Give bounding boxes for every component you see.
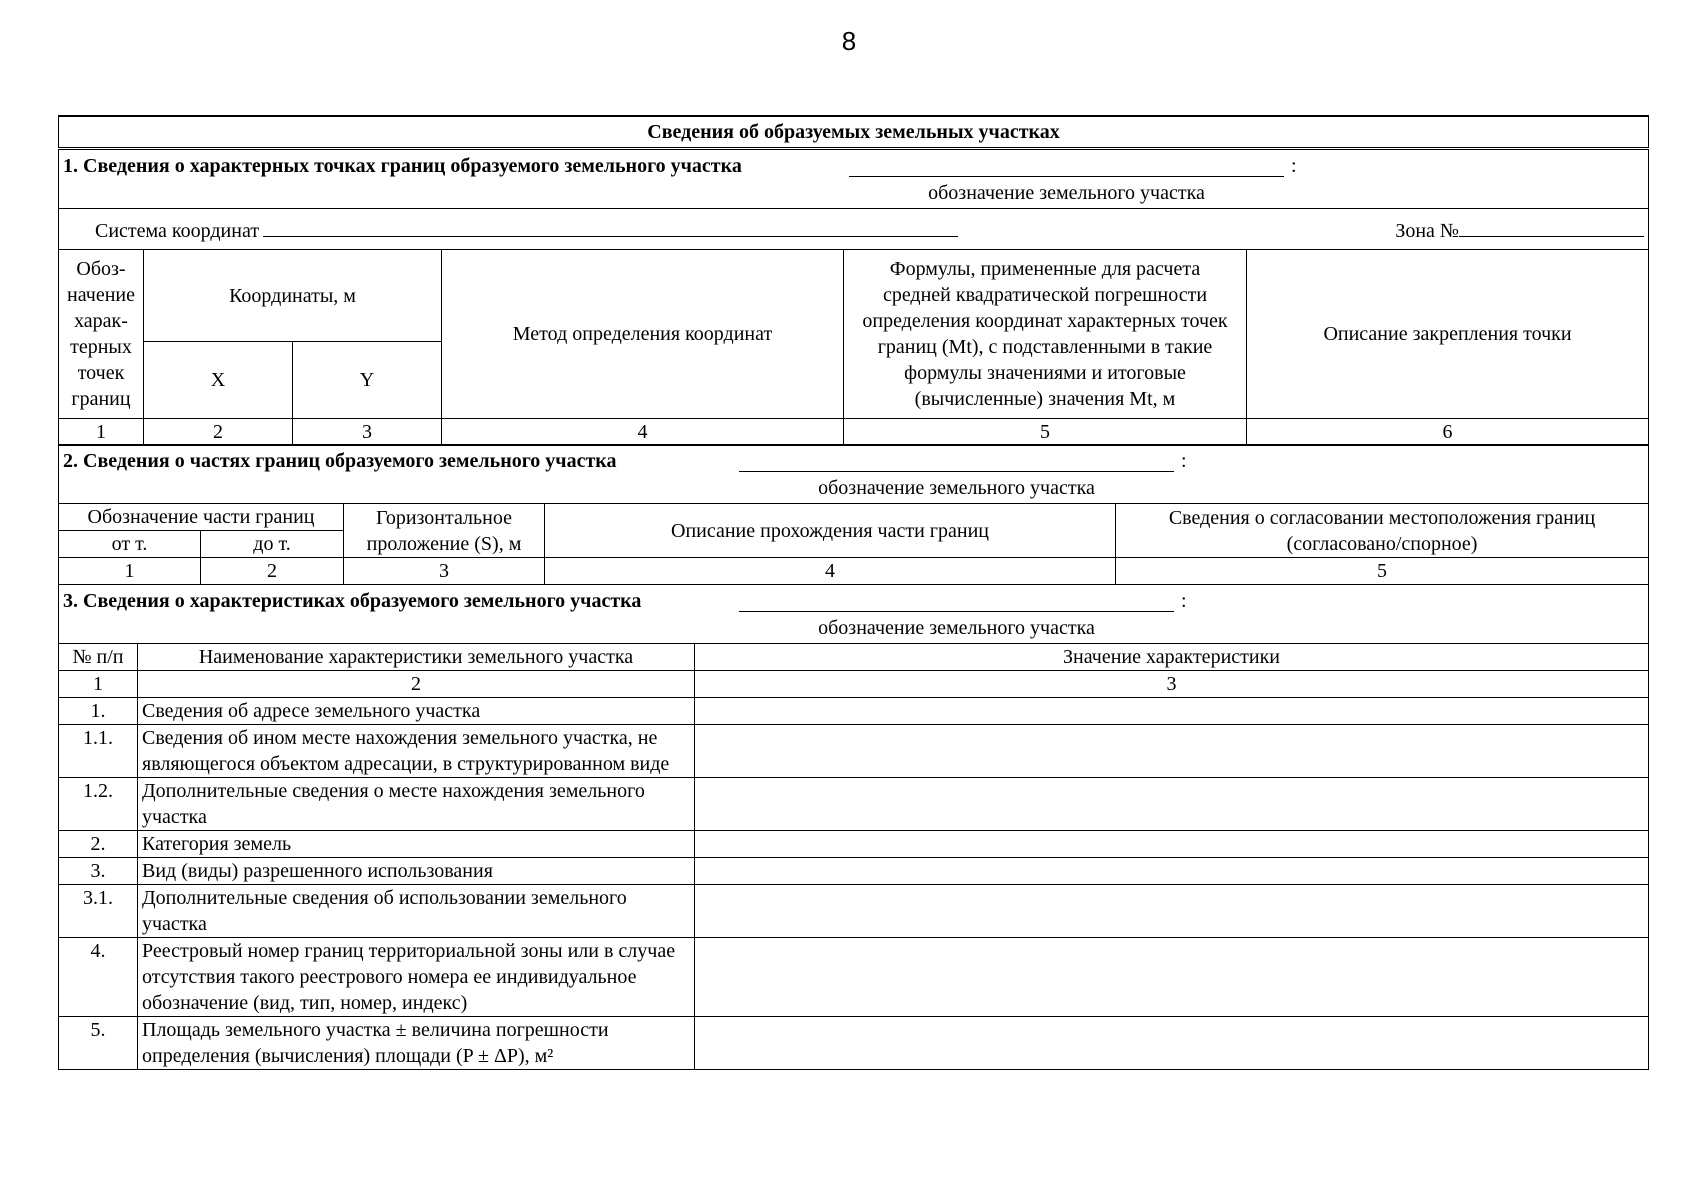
row-name: Вид (виды) разрешенного использования	[138, 857, 695, 884]
header-passage: Описание прохождения части границ	[545, 504, 1116, 558]
s1-col-num-3: 3	[293, 419, 442, 446]
section2-colon: :	[1181, 450, 1187, 473]
header-name: Наименование характеристики земельного участка	[138, 643, 695, 670]
header-agreement: Сведения о согласовании местоположения границ (согласовано/спорное)	[1116, 504, 1649, 558]
row-num: 1.2.	[59, 777, 138, 830]
header-method: Метод определения координат	[442, 250, 844, 419]
section3-heading: 3. Сведения о характеристиках образуемого земельного участка	[63, 589, 642, 612]
zone-field[interactable]	[1459, 214, 1644, 237]
page-number: 8	[841, 26, 857, 56]
coord-system-label: Система координат	[95, 220, 260, 242]
row-num: 5.	[59, 1016, 138, 1069]
section1-heading: 1. Сведения о характерных точках границ образуемого земельного участка	[63, 155, 742, 177]
s1-col-num-2: 2	[144, 419, 293, 446]
section1-plot-designation-field[interactable]	[849, 154, 1284, 177]
row-name: Дополнительные сведения об использовании земельного участка	[138, 884, 695, 937]
section1-caption: обозначение земельного участка	[928, 182, 1205, 204]
row-name: Дополнительные сведения о месте нахождения земельного участка	[138, 777, 695, 830]
s1-col-num-4: 4	[442, 419, 844, 446]
row-value[interactable]	[695, 830, 1649, 857]
row-name: Сведения об адресе земельного участка	[138, 697, 695, 724]
row-num: 3.	[59, 857, 138, 884]
header-num: № п/п	[59, 643, 138, 670]
header-description: Описание закрепления точки	[1247, 250, 1649, 419]
row-name: Реестровый номер границ территориальной зоны или в случае отсутствия такого реестрового номера ее индивидуальное обозначение (вид, тип, номер, индекс)	[138, 937, 695, 1016]
coord-system-row	[59, 209, 1649, 250]
row-value[interactable]	[695, 777, 1649, 830]
section2-caption: обозначение земельного участка	[818, 477, 1095, 500]
row-num: 1.1.	[59, 724, 138, 777]
s1-col-num-1: 1	[59, 419, 144, 446]
section3-caption: обозначение земельного участка	[818, 616, 1095, 639]
row-value[interactable]	[695, 1016, 1649, 1069]
table-row	[59, 830, 1649, 857]
section2-header	[59, 445, 1649, 504]
row-value[interactable]	[695, 857, 1649, 884]
header-horizontal: Горизонтальное проложение (S), м	[344, 504, 545, 558]
header-coordinates: Координаты, м	[144, 250, 442, 342]
row-num: 2.	[59, 830, 138, 857]
s3-col-num-3: 3	[695, 670, 1649, 697]
section3-header	[59, 584, 1649, 643]
table-row	[59, 777, 1649, 830]
land-plot-form	[58, 115, 1648, 1070]
table-row	[59, 857, 1649, 884]
s1-col-num-5: 5	[844, 419, 1247, 446]
s2-col-num-1: 1	[59, 558, 201, 585]
row-value[interactable]	[695, 884, 1649, 937]
section2-plot-designation-field[interactable]	[739, 449, 1174, 472]
s2-col-num-2: 2	[201, 558, 344, 585]
section2-heading: 2. Сведения о частях границ образуемого земельного участка	[63, 450, 617, 473]
row-value[interactable]	[695, 724, 1649, 777]
header-y: Y	[293, 342, 442, 419]
header-from: от т.	[59, 531, 201, 558]
s2-col-num-5: 5	[1116, 558, 1649, 585]
table-row	[59, 937, 1649, 1016]
header-formulas: Формулы, примененные для расчета средней квадратической погрешности определения координат характерных точек границ (Mt), с подставленными в такие формулы значениями и итоговые (вычисленные) значения Mt, м	[844, 250, 1247, 419]
section1-header	[59, 149, 1649, 209]
header-part-designation: Обозначение части границ	[59, 504, 344, 531]
s2-col-num-3: 3	[344, 558, 545, 585]
row-value[interactable]	[695, 697, 1649, 724]
zone-label: Зона №	[1395, 220, 1460, 242]
coord-system-field[interactable]	[263, 214, 958, 237]
row-name: Площадь земельного участка ± величина погрешности определения (вычисления) площади (P ± ΔP), м²	[138, 1016, 695, 1069]
section1-colon: :	[1291, 155, 1297, 177]
section3-colon: :	[1181, 589, 1187, 612]
row-name: Сведения об ином месте нахождения земельного участка, не являющегося объектом адресации, в структурированном виде	[138, 724, 695, 777]
table-row	[59, 724, 1649, 777]
header-value: Значение характеристики	[695, 643, 1649, 670]
s2-col-num-4: 4	[545, 558, 1116, 585]
row-name: Категория земель	[138, 830, 695, 857]
row-value[interactable]	[695, 937, 1649, 1016]
table-row	[59, 884, 1649, 937]
header-to: до т.	[201, 531, 344, 558]
header-point-designation: Обоз- начение харак- терных точек границ	[59, 250, 144, 419]
s3-col-num-1: 1	[59, 670, 138, 697]
s3-col-num-2: 2	[138, 670, 695, 697]
row-num: 3.1.	[59, 884, 138, 937]
table-row	[59, 1016, 1649, 1069]
header-x: X	[144, 342, 293, 419]
section3-plot-designation-field[interactable]	[739, 589, 1174, 612]
s1-col-num-6: 6	[1247, 419, 1649, 446]
section1-table	[58, 115, 1649, 446]
row-num: 1.	[59, 697, 138, 724]
table-row	[59, 697, 1649, 724]
form-title: Сведения об образуемых земельных участках	[59, 116, 1649, 149]
section3-table	[58, 584, 1649, 1070]
row-num: 4.	[59, 937, 138, 1016]
section2-table	[58, 444, 1649, 585]
